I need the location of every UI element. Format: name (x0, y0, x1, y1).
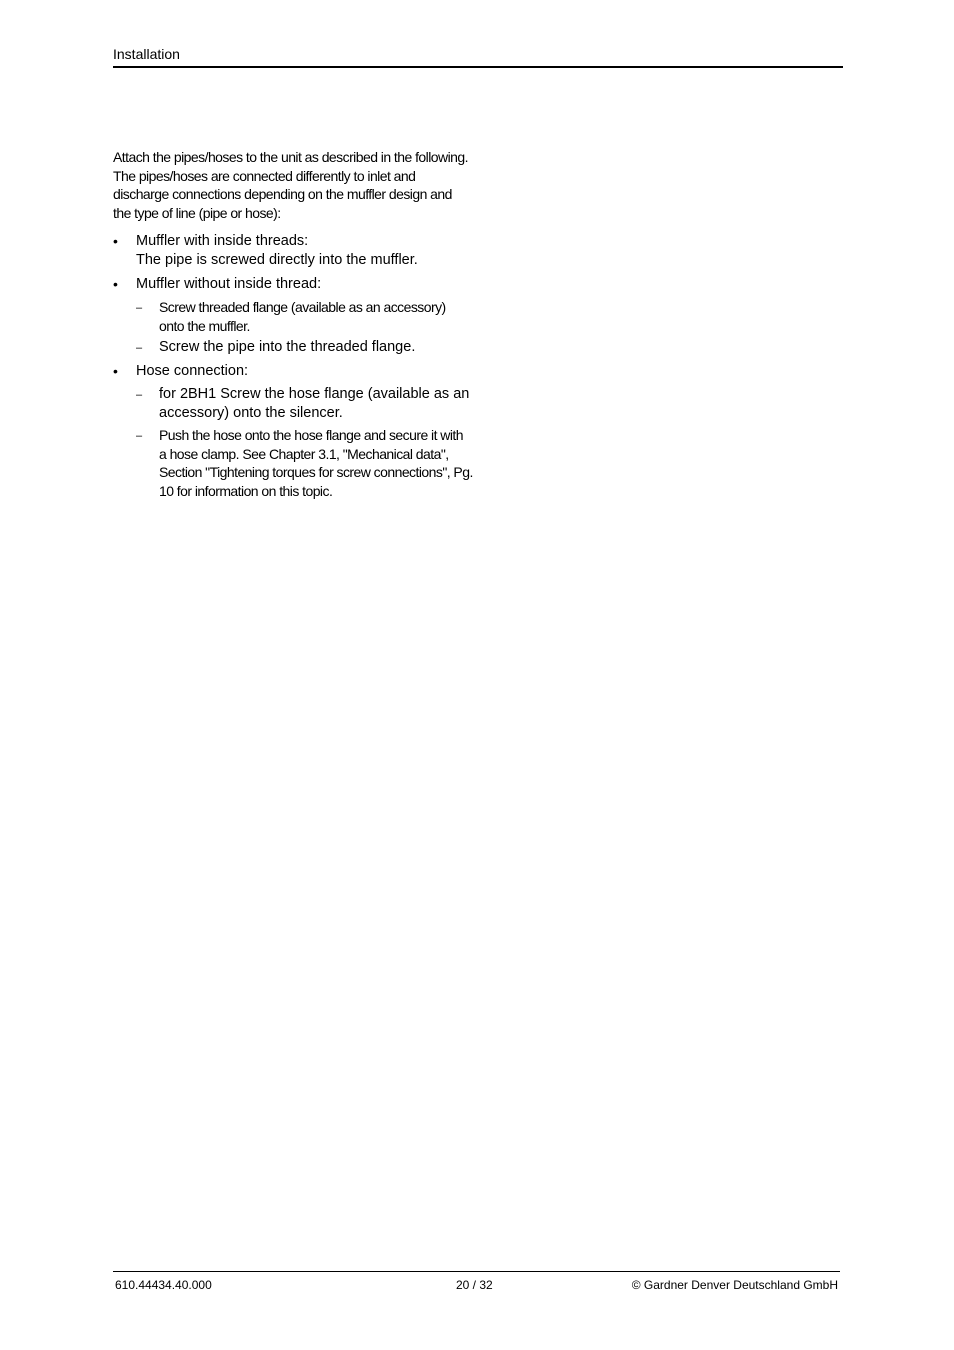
bullet-text: The pipe is screwed directly into the muffler. (136, 252, 418, 268)
bullet-text: • Muffler without inside thread: (136, 276, 322, 292)
sub-item: – Screw the pipe into the threaded flange. (136, 338, 473, 357)
sub-list (136, 385, 473, 500)
page-footer (113, 1271, 840, 1294)
header-title: Installation (113, 46, 180, 62)
document-number: 610.44434.40.000 (115, 1278, 212, 1292)
bullet-item-hose-connection (113, 362, 473, 500)
sub-item: – for 2BH1 Screw the hose flange (available as an accessory) onto the silencer. (136, 385, 473, 423)
bullet-item-without-inside-thread (113, 275, 473, 357)
sub-item: – Push the hose onto the hose flange and secure it with a hose clamp. See Chapter 3.1, "Mechanical data", Section "Tightening torques for screw connections", Pg. 10 for information on this topic. (136, 426, 473, 500)
intro-paragraph: Attach the pipes/hoses to the unit as described in the following. The pipes/hoses are connected differently to inlet and discharge connections depending on the muffler design and the type of line (pipe or hose): (113, 149, 468, 221)
sub-list (136, 298, 473, 357)
bullet-text: • Muffler with inside threads: (136, 233, 309, 249)
bullet-text: • Hose connection: (136, 363, 249, 379)
bullet-item-inside-threads (113, 232, 473, 270)
page-header (113, 44, 843, 68)
page-number: 20 / 32 (456, 1278, 493, 1292)
page-content (113, 148, 473, 505)
sub-item: – Screw threaded flange (available as an accessory) onto the muffler. (136, 298, 473, 335)
copyright: © Gardner Denver Deutschland GmbH (631, 1278, 838, 1292)
bullet-list (113, 232, 473, 500)
